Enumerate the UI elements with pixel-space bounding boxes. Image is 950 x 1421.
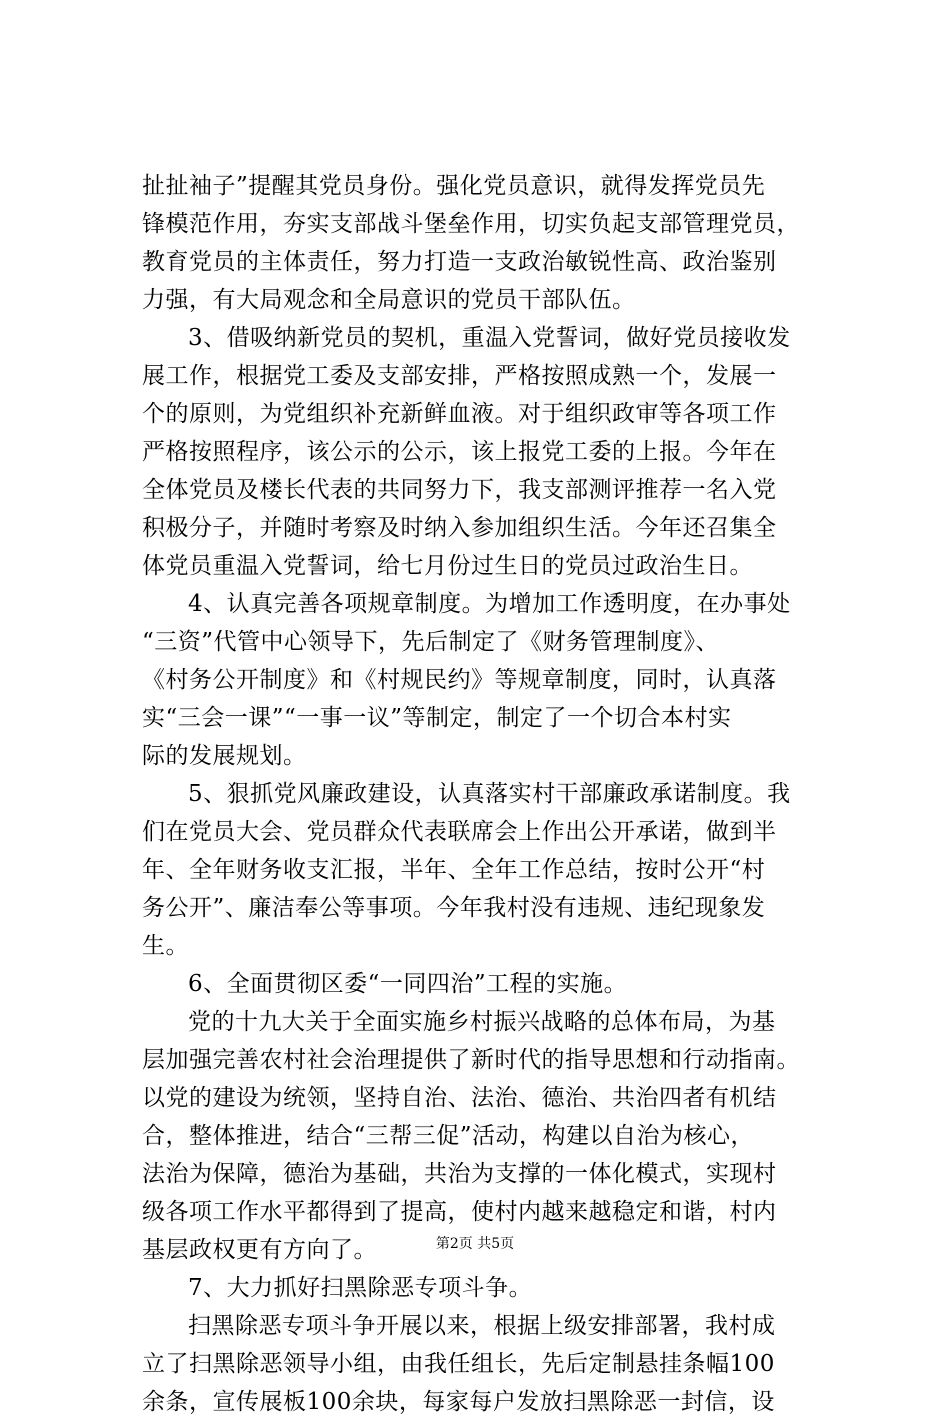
text-line: “三资”代管中心领导下，先后制定了《财务管理制度》、 bbox=[142, 629, 720, 655]
text-line: 立了扫黑除恶领导小组，由我任组长，先后定制悬挂条幅100 bbox=[142, 1351, 775, 1377]
text-line: 积极分子，并随时考察及时纳入参加组织生活。今年还召集全 bbox=[142, 515, 777, 541]
page-footer: 第2页 共5页 bbox=[435, 1236, 515, 1252]
text-line: 实“三会一课”“一事一议”等制定，制定了一个切合本村实 bbox=[142, 705, 732, 731]
text-line: 扯扯袖子”提醒其党员身份。强化党员意识，就得发挥党员先 bbox=[142, 173, 766, 199]
text-line: 《村务公开制度》和《村规民约》等规章制度，同时，认真落 bbox=[142, 667, 777, 693]
text-line: 体党员重温入党誓词，给七月份过生日的党员过政治生日。 bbox=[142, 553, 753, 579]
text-line: 年、全年财务收支汇报，半年、全年工作总结，按时公开“村 bbox=[142, 857, 766, 883]
text-line: 党的十九大关于全面实施乡村振兴战略的总体布局，为基 bbox=[188, 1009, 776, 1035]
text-line: 锋模范作用，夯实支部战斗堡垒作用，切实负起支部管理党员， bbox=[142, 211, 800, 237]
text-line: 级各项工作水平都得到了提高，使村内越来越稳定和谐，村内 bbox=[142, 1199, 777, 1225]
text-line: 6、全面贯彻区委“一同四治”工程的实施。 bbox=[188, 971, 628, 997]
text-line: 严格按照程序，该公示的公示，该上报党工委的上报。今年在 bbox=[142, 439, 777, 465]
text-line: 个的原则，为党组织补充新鲜血液。对于组织政审等各项工作 bbox=[142, 401, 777, 427]
text-line: 展工作，根据党工委及支部安排，严格按照成熟一个，发展一 bbox=[142, 363, 777, 389]
text-line: 5、狠抓党风廉政建设，认真落实村干部廉政承诺制度。我 bbox=[188, 781, 791, 807]
text-line: 际的发展规划。 bbox=[142, 743, 307, 769]
text-line: 基层政权更有方向了。 bbox=[142, 1237, 377, 1263]
text-line: 生。 bbox=[142, 933, 189, 959]
text-line: 务公开”、廉洁奉公等事项。今年我村没有违规、违纪现象发 bbox=[142, 895, 766, 921]
text-line: 们在党员大会、党员群众代表联席会上作出公开承诺，做到半 bbox=[142, 819, 777, 845]
text-line: 全体党员及楼长代表的共同努力下，我支部测评推荐一名入党 bbox=[142, 477, 777, 503]
document-body bbox=[142, 167, 832, 1421]
text-line: 合，整体推进，结合“三帮三促”活动，构建以自治为核心， bbox=[142, 1123, 755, 1149]
text-line: 扫黑除恶专项斗争开展以来，根据上级安排部署，我村成 bbox=[188, 1313, 776, 1339]
text-line: 4、认真完善各项规章制度。为增加工作透明度，在办事处 bbox=[188, 591, 791, 617]
text-line: 3、借吸纳新党员的契机，重温入党誓词，做好党员接收发 bbox=[188, 325, 791, 351]
text-line: 教育党员的主体责任，努力打造一支政治敏锐性高、政治鉴别 bbox=[142, 249, 777, 275]
text-line: 7、大力抓好扫黑除恶专项斗争。 bbox=[188, 1275, 533, 1301]
text-line: 法治为保障，德治为基础，共治为支撑的一体化模式，实现村 bbox=[142, 1161, 777, 1187]
text-line: 余条，宣传展板100余块，每家每户发放扫黑除恶一封信，设 bbox=[142, 1389, 775, 1415]
text-line: 以党的建设为统领，坚持自治、法治、德治、共治四者有机结 bbox=[142, 1085, 777, 1111]
text-line: 力强，有大局观念和全局意识的党员干部队伍。 bbox=[142, 287, 636, 313]
text-line: 层加强完善农村社会治理提供了新时代的指导思想和行动指南。 bbox=[142, 1047, 800, 1073]
